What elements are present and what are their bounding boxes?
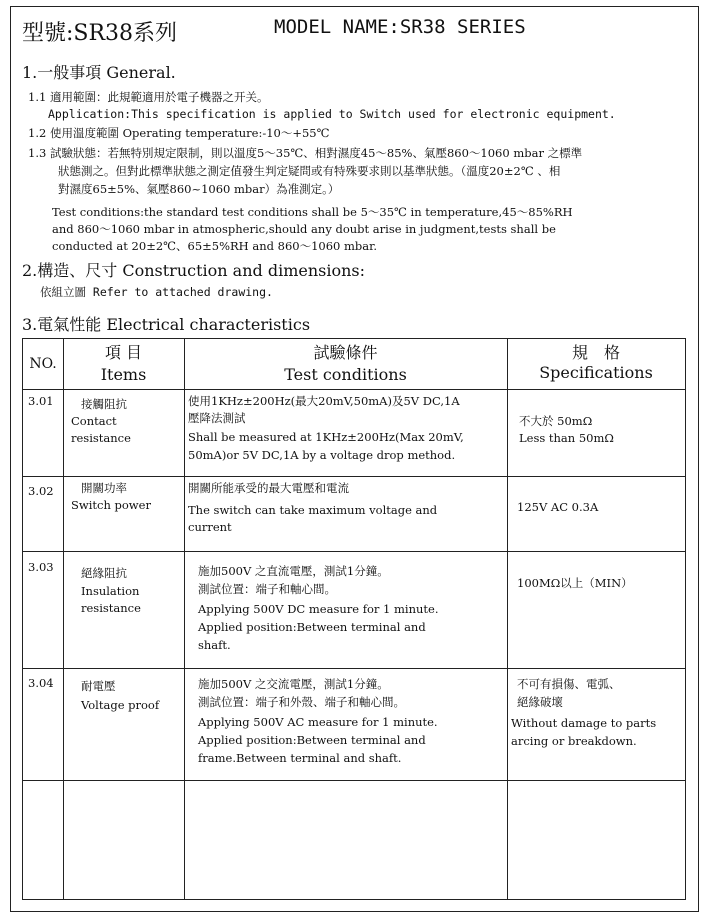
section-1-3-en-line1: Test conditions:the standard test conditions shall be 5～35℃ in temperature,45～85%RH — [52, 205, 573, 219]
section-electrical-heading: 3.電氣性能 Electrical characteristics — [22, 315, 311, 334]
header-items-cn: 項 目 — [104, 343, 143, 362]
row-3-04-cond-2: 測試位置：端子和外殼、端子和軸心間。 — [198, 695, 405, 709]
row-3-04-spec-3: Without damage to parts — [511, 716, 657, 730]
electrical-characteristics-table — [22, 338, 686, 900]
header-no: NO. — [29, 356, 57, 372]
row-3-01-spec-2: Less than 50mΩ — [519, 431, 614, 445]
title-chinese: 型號:SR38系列 — [22, 21, 178, 46]
row-3-04-spec-2: 絕緣破壞 — [517, 695, 563, 709]
row-3-03-no: 3.03 — [28, 560, 54, 574]
row-3-03-item-en1: Insulation — [81, 584, 140, 598]
row-3-03-cond-4: Applied position:Between terminal and — [198, 620, 426, 634]
row-3-02-cond-2: The switch can take maximum voltage and — [188, 503, 438, 517]
row-3-03-spec: 100MΩ以上（MIN） — [517, 576, 633, 590]
row-3-02-spec: 125V AC 0.3A — [517, 500, 599, 514]
table-row-divider — [23, 476, 685, 477]
row-3-01-cond-2: 壓降法測試 — [188, 411, 246, 425]
row-3-01-spec-1: 不大於 50mΩ — [519, 414, 593, 428]
row-3-04-cond-4: Applied position:Between terminal and — [198, 733, 426, 747]
row-3-03-cond-5: shaft. — [198, 638, 231, 652]
row-3-01-cond-4: 50mA)or 5V DC,1A by a voltage drop method. — [188, 448, 456, 462]
row-3-03-item-en2: resistance — [81, 601, 141, 615]
header-spec-en: Specifications — [539, 363, 653, 382]
row-3-02-item-cn: 開關功率 — [81, 481, 127, 495]
row-3-04-cond-5: frame.Between terminal and shaft. — [198, 751, 402, 765]
header-conditions-en: Test conditions — [284, 365, 407, 384]
section-1-2: 1.2 使用溫度範圍 Operating temperature:-10～+55℃ — [28, 126, 330, 140]
row-3-02-item-en: Switch power — [71, 498, 151, 512]
row-3-01-cond-1: 使用1KHz±200Hz(最大20mV,50mA)及5V DC,1A — [188, 394, 460, 408]
header-items-en: Items — [100, 365, 147, 384]
section-1-3-en-line2: and 860～1060 mbar in atmospheric,should any doubt arise in judgment,tests shall be — [52, 222, 556, 236]
row-3-04-item-cn: 耐電壓 — [81, 679, 116, 693]
title-english: MODEL NAME:SR38 SERIES — [274, 16, 526, 38]
table-row-divider — [23, 551, 685, 552]
row-3-04-spec-1: 不可有損傷、電弧、 — [517, 677, 621, 691]
section-1-3-en-line3: conducted at 20±2℃、65±5%RH and 860～1060 mbar. — [52, 239, 378, 253]
section-construction-heading: 2.構造、尺寸 Construction and dimensions: — [22, 261, 366, 280]
table-col-divider — [507, 339, 508, 899]
section-1-3-line2: 狀態測之。但對此標準狀態之測定值發生判定疑問或有特殊要求則以基準狀態。（溫度20±2℃ 、相 — [58, 164, 561, 178]
row-3-02-cond-3: current — [188, 520, 232, 534]
section-1-1-en: Application:This specification is applied to Switch used for electronic equipment. — [48, 107, 616, 121]
section-1-3-line1: 1.3 試驗狀態：若無特別規定限制，則以溫度5～35℃、相對濕度45～85%、氣壓860～1060 mbar 之標準 — [28, 146, 583, 160]
row-3-03-cond-2: 測試位置：端子和軸心間。 — [198, 582, 336, 596]
row-3-01-item-en1: Contact — [71, 414, 117, 428]
row-3-03-cond-3: Applying 500V DC measure for 1 minute. — [198, 602, 439, 616]
row-3-03-cond-1: 施加500V 之直流電壓，測試1分鐘。 — [198, 564, 389, 578]
section-general-heading: 1.一般事項 General. — [22, 63, 176, 82]
row-3-01-item-en2: resistance — [71, 431, 131, 445]
header-spec-cn: 規 格 — [571, 343, 620, 362]
header-conditions-cn: 試驗條件 — [313, 343, 378, 362]
table-row-divider — [23, 780, 685, 781]
row-3-02-cond-1: 開關所能承受的最大電壓和電流 — [188, 481, 349, 495]
row-3-03-item-cn: 絕緣阻抗 — [81, 566, 127, 580]
row-3-04-spec-4: arcing or breakdown. — [511, 734, 637, 748]
row-3-01-item-cn: 接觸阻抗 — [81, 397, 127, 411]
row-3-04-cond-1: 施加500V 之交流電壓，測試1分鐘。 — [198, 677, 389, 691]
row-3-01-no: 3.01 — [28, 394, 54, 408]
row-3-04-cond-3: Applying 500V AC measure for 1 minute. — [198, 715, 438, 729]
row-3-04-no: 3.04 — [28, 676, 54, 690]
section-1-1-cn: 1.1 適用範圍：此規範適用於電子機器之开关。 — [28, 90, 269, 104]
table-row-divider — [23, 668, 685, 669]
row-3-01-cond-3: Shall be measured at 1KHz±200Hz(Max 20mV, — [188, 430, 464, 444]
section-construction-note: 依組立圖 Refer to attached drawing. — [40, 285, 273, 299]
row-3-02-no: 3.02 — [28, 484, 54, 498]
table-row-divider — [23, 389, 685, 390]
table-col-divider — [184, 339, 185, 899]
table-col-divider — [63, 339, 64, 899]
row-3-04-item-en: Voltage proof — [81, 698, 160, 712]
section-1-3-line3: 對濕度65±5%、氣壓860~1060 mbar）為准測定。） — [58, 182, 340, 196]
